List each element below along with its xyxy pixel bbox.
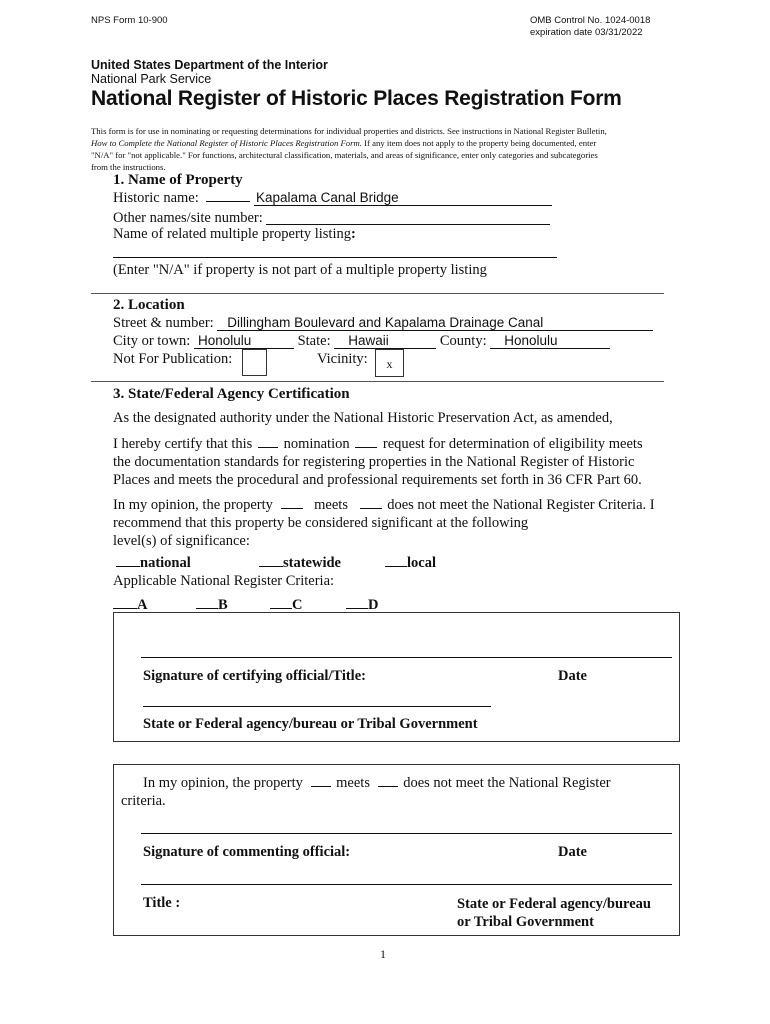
comment-meets-blank[interactable] (311, 785, 331, 787)
agency-label: State or Federal agency/bureau or Tribal Government (143, 716, 478, 732)
page-title: National Register of Historic Places Registration Form (91, 87, 622, 110)
level-statewide[interactable]: statewide (259, 555, 341, 572)
not-for-publication-checkbox[interactable] (242, 349, 267, 376)
certification-authority-text: As the designated authority under the National Historic Preservation Act, as amended, (113, 410, 613, 426)
related-listing-row: Name of related multiple property listing: (113, 226, 356, 242)
signature-commenting-label: Signature of commenting official: (143, 844, 351, 860)
street-row: Street & number: Dillingham Boulevard and Kapalama Drainage Canal (113, 315, 653, 332)
city-field[interactable]: Honolulu (194, 333, 294, 349)
opinion-paragraph: In my opinion, the property meets does not meet the National Register Criteria. I recommend that this property be considered significant at the following level(s) of significance: (113, 497, 655, 549)
vicinity-label: Vicinity: (317, 351, 368, 367)
city-row: City or town: Honolulu State: Hawaii County: Honolulu (113, 333, 610, 350)
certification-paragraph: I hereby certify that this nomination request for determination of eligibility meets the documentation standards for registering properties in the National Register of Historic Places and meets the procedural and professional requirements set forth in 36 CFR Part 60. (113, 436, 643, 488)
level-local[interactable]: local (385, 555, 436, 572)
criteria-a[interactable]: A (113, 597, 147, 614)
vicinity-checkbox[interactable]: x (375, 349, 404, 377)
comment-signature-line[interactable] (141, 833, 672, 834)
divider (91, 293, 664, 294)
meets-blank[interactable] (281, 507, 303, 509)
department-name: United States Department of the Interior (91, 58, 328, 72)
comment-opinion-text: In my opinion, the property meets does not meet the National Register criteria. (121, 775, 611, 809)
criteria-label: Applicable National Register Criteria: (113, 573, 335, 589)
criteria-d[interactable]: D (346, 597, 378, 614)
agency-name: National Park Service (91, 72, 212, 86)
criteria-b[interactable]: B (196, 597, 228, 614)
comment-title-line[interactable] (141, 884, 672, 885)
nomination-checkbox-blank[interactable] (258, 446, 278, 448)
expiration-date: expiration date 03/31/2022 (530, 27, 643, 38)
street-field[interactable]: Dillingham Boulevard and Kapalama Drainage Canal (217, 315, 653, 331)
intro-paragraph: This form is for use in nominating or requesting determinations for individual properties and districts. See instructions in National Register Bulletin, How to Complete the National Register of Historic Places Registration Form. If any item does not apply to the property being documented, enter "N/A" for "not applicable." For functions, architectural classification, materials, and areas of significance, enter only categories and subcategories from the instructions. (91, 126, 607, 172)
other-names-field[interactable] (266, 208, 550, 225)
form-number: NPS Form 10-900 (91, 15, 168, 26)
related-listing-field[interactable] (113, 257, 557, 258)
county-field[interactable]: Honolulu (490, 333, 610, 349)
multiple-listing-note: (Enter "N/A" if property is not part of a multiple property listing (113, 262, 487, 278)
comment-does-not-meet-blank[interactable] (378, 785, 398, 787)
historic-name-row: Historic name: Kapalama Canal Bridge (113, 190, 552, 207)
not-for-publication-label: Not For Publication: (113, 351, 233, 367)
state-field[interactable]: Hawaii (334, 333, 436, 349)
title-label: Title : (143, 895, 181, 911)
section-3-heading: 3. State/Federal Agency Certification (113, 386, 350, 402)
comment-agency-label: State or Federal agency/bureau or Tribal Government (457, 896, 651, 930)
signature-certifying-label: Signature of certifying official/Title: (143, 668, 366, 684)
criteria-c[interactable]: C (270, 597, 302, 614)
agency-line[interactable] (143, 706, 491, 707)
divider (91, 381, 664, 382)
section-1-heading: 1. Name of Property (113, 172, 243, 188)
level-national[interactable]: national (116, 555, 191, 572)
request-checkbox-blank[interactable] (355, 446, 377, 448)
comment-date-label: Date (558, 844, 587, 860)
signature-line[interactable] (141, 657, 672, 658)
date-label: Date (558, 668, 587, 684)
other-names-row: Other names/site number: (113, 208, 550, 227)
section-2-heading: 2. Location (113, 297, 185, 313)
page-number: 1 (380, 947, 386, 961)
historic-name-field[interactable]: Kapalama Canal Bridge (254, 190, 552, 206)
omb-control-number: OMB Control No. 1024-0018 (530, 15, 651, 26)
does-not-meet-blank[interactable] (360, 507, 382, 509)
